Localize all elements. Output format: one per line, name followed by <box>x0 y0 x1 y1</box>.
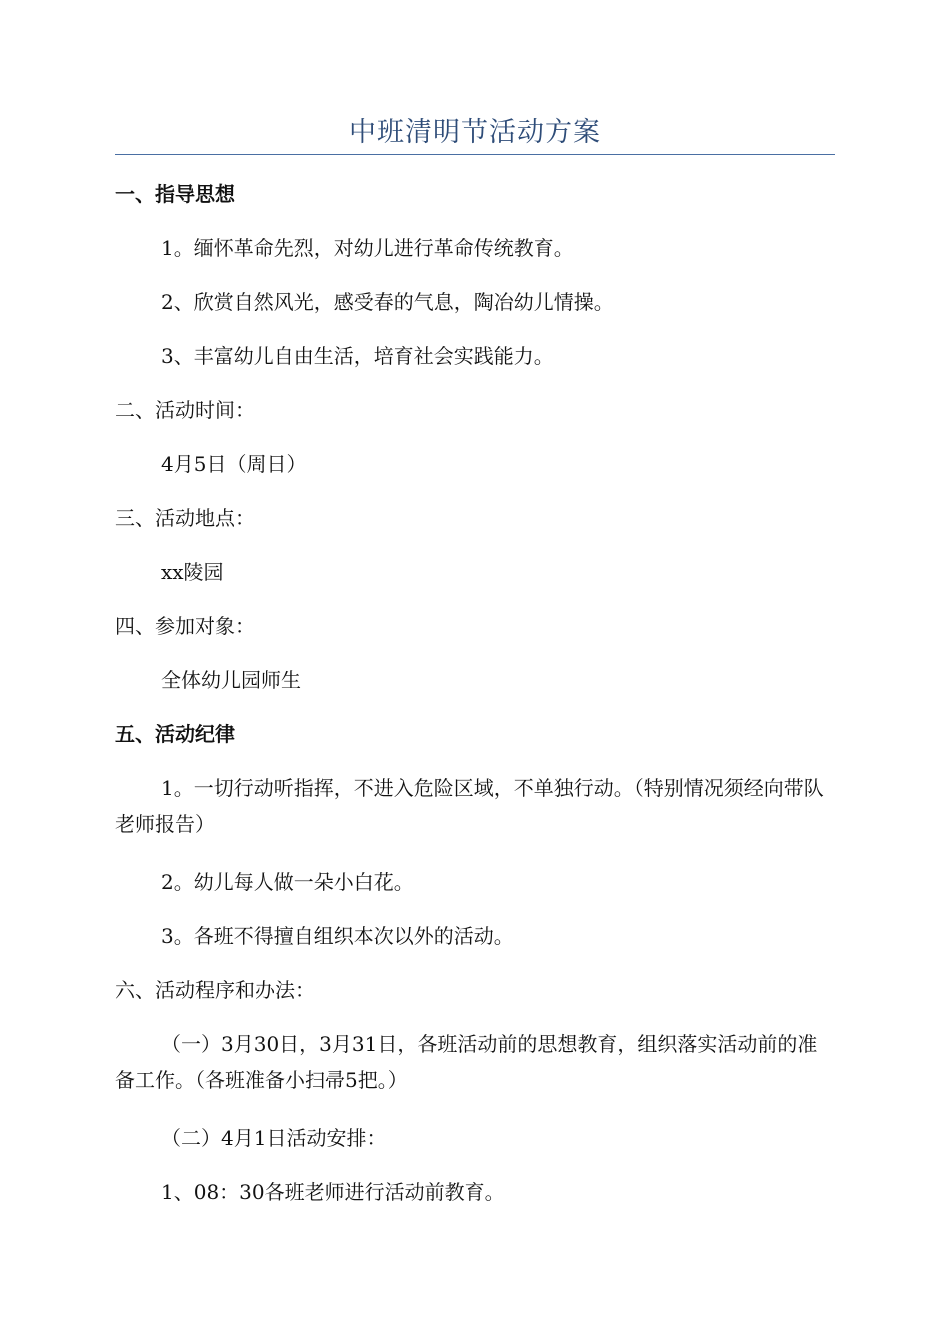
section-6-item-3: 1、08：30各班老师进行活动前教育。 <box>161 1180 505 1204</box>
section-4-heading: 四、参加对象： <box>115 614 255 638</box>
section-1-item-3: 3、丰富幼儿自由生活，培育社会实践能力。 <box>161 344 554 368</box>
section-3-value: xx陵园 <box>161 560 224 584</box>
section-2-value: 4月5日（周日） <box>161 452 307 476</box>
section-1-heading: 一、指导思想 <box>115 182 235 206</box>
section-6-item-2: （二）4月1日活动安排： <box>161 1126 387 1150</box>
section-4-value: 全体幼儿园师生 <box>161 668 301 692</box>
section-6-item-1: （一）3月30日，3月31日，各班活动前的思想教育，组织落实活动前的准备工作。（各班准备小扫帚5把。） <box>115 1032 818 1092</box>
section-6-heading: 六、活动程序和办法： <box>115 978 315 1002</box>
section-3-heading: 三、活动地点： <box>115 506 255 530</box>
section-5-heading: 五、活动纪律 <box>115 722 235 746</box>
section-2-heading: 二、活动时间： <box>115 398 255 422</box>
section-5-item-3: 3。各班不得擅自组织本次以外的活动。 <box>161 924 514 948</box>
section-5-item-2: 2。幼儿每人做一朵小白花。 <box>161 870 414 894</box>
section-1-item-2: 2、欣赏自然风光，感受春的气息，陶冶幼儿情操。 <box>161 290 614 314</box>
section-1-item-1: 1。缅怀革命先烈，对幼儿进行革命传统教育。 <box>161 236 574 260</box>
section-5-item-1: 1。一切行动听指挥，不进入危险区域，不单独行动。（特别情况须经向带队老师报告） <box>115 776 824 836</box>
title-underline <box>115 154 835 155</box>
document-title: 中班清明节活动方案 <box>349 117 601 148</box>
